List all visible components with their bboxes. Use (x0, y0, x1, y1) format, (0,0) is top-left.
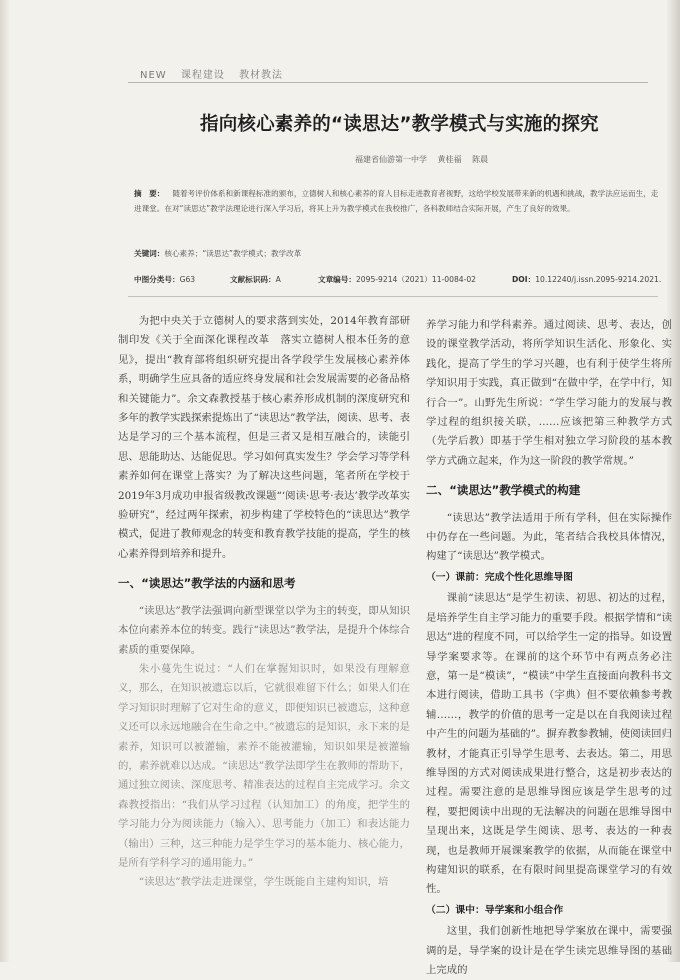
running-head-subsection: 教材教法 (239, 70, 284, 81)
running-head (140, 66, 293, 81)
author-line (355, 154, 496, 165)
abstract-text: 随着考评价体系和新课程标准的颁布，立德树人和核心素养的育人目标走进教育者视野，这给学校发展带来新的机遇和挑战，教学法应运而生，走进课堂。在对“读思达”教学法理论进行深入学习后，将其上升为教学模式在我校推广，各科教师结合实际开展，产生了良好的效果。 (134, 189, 659, 213)
meta-doc-code: 文献标识码：A (230, 275, 281, 284)
abstract-label: 摘 要： (134, 189, 165, 198)
keywords (134, 248, 301, 259)
meta-article-no: 文章编号：2095-9214（2021）11-0084-02 (318, 275, 477, 284)
section-heading-1: 一、“读思达”教学法的内涵和思考 (118, 576, 296, 591)
running-head-code: NEW (140, 70, 167, 81)
subsection-heading-1: （一）课前：完成个性化思维导图 (426, 571, 573, 583)
keywords-label: 关键词： (134, 249, 165, 258)
running-head-section: 课程建设 (180, 70, 225, 81)
scan-edge-left (0, 0, 10, 962)
paragraph: 这里，我们创新性地把导学案放在课中，需要强调的是，导学案的设计是在学生读完思维导图的基础上完成的 (426, 925, 672, 976)
meta-clc: 中图分类号：G63 (134, 275, 196, 284)
author-affiliation: 福建省仙游第一中学 (355, 155, 427, 164)
author-2: 陈晨 (472, 155, 489, 164)
paragraph: 朱小蔓先生说过：“人们在掌握知识时，如果没有理解意义，那么，在知识被遗忘以后，它就很难留下什么；如果人们在学习知识时理解了它对生命的意义，即便知识已被遗忘，这种意义还可以永远地融合在生命之中。”被遗忘的是知识，永下来的是素养，知识可以被灌输，素养不能被灌输，知识如果是被灌输的，素养就难以达成。“读思达”教学法即学生在教师的帮助下，通过独立阅读、深度思考、精准表达的过程自主完成学习。余文森教授指出：“我们从学习过程（认知加工）的角度，把学生的学习能力分为阅读能力（输入）、思考能力（加工）和表达能力（输出）三种，这三种能力是学生学习的基本能力、核心能力，是所有学科学习的通用能力。” (118, 662, 410, 869)
paragraph: 为把中央关于立德树人的要求落到实处，2014年教育部研制印发《关于全面深化课程改革 落实立德树人根本任务的意见》，提出“教育部将组织研究提出各学段学生发展核心素养体系，明确学生应具备的适应终身发展和社会发展需要的必备品格和关键能力”。余文森教授基于核心素养形成机制的深度研究和多年的教学实践探索提炼出了“读思达”教学法，阅读、思考、表达是学习的三个基本流程，但是三者又是相互融合的，读能引思、思能助达、达能促思。学习如何真实发生？学会学习等学科素养如何在课堂上落实？为了解决这些问题，笔者所在学校于2019年3月成功申报省级教改课题“‘阅读·思考·表达’教学改革实验研究”，经过两年探索，初步构建了学校特色的“读思达”教学模式，促进了教师观念的转变和教育教学技能的提高，学生的核心素养得到培养和提升。 (118, 315, 410, 560)
keywords-text: 核心素养；“读思达”教学模式；教学改革 (164, 249, 302, 258)
paragraph: 养学习能力和学科素养。通过阅读、思考、表达，创设的课堂教学活动，将所学知识生活化、形象化、实践化，提高了学生的学习兴趣，也有利于使学生将所学知识用于实践，真正做到“在做中学，在学中行，知行合一”。山野先生所说：“学生学习能力的发展与教学过程的组织接关联，……应该把第三种教学方式（先学后教）即基于学生相对独立学习阶段的基本教学方式确立起来，作为这一阶段的教学常规。” (426, 319, 672, 467)
left-column (118, 312, 410, 893)
meta-divider (128, 296, 658, 297)
author-1: 黄桂福 (437, 155, 462, 164)
paragraph: “读思达”教学法走进课堂，学生既能自主建构知识，培 (138, 876, 389, 889)
paragraph: “读思达”教学法适用于所有学科，但在实际操作中仍存在一些问题。为此，笔者结合我校具体情况，构建了“读思达”教学模式。 (426, 511, 672, 563)
abstract (134, 186, 659, 216)
right-column (426, 316, 672, 980)
paragraph: 课前“读思达”是学生初读、初思、初达的过程，是培养学生自主学习能力的重要手段。根据学情和“读思达”进的程度不同，可以给学生一定的指导。如设置导学案要求等。在课前的这个环节中有两点务必注意，第一是“模读”，“模读”中学生直接面向教科书文本进行阅读，借助工具书（字典）但不要依赖参考教辅……，教学的价值的思考一定是以在自我阅读过程中产生的问题为基础的”。摒弃教参教辅，使阅读回归教材，才能真正引导学生思考、去表达。第二，用思维导图的方式对阅读成果进行整合，这是初步表达的过程。需要注意的是思维导图应该是学生思考的过程，要把阅读中出现的无法解决的问题在思维导图中呈现出来，这既是学生阅读、思考、表达的一种表现，也是教师开展课案教学的依据，从而能在课堂中构建知识的联系，在有限时间里提高课堂学习的有效性。 (426, 592, 672, 896)
subsection-heading-2: （二）课中：导学案和小组合作 (426, 904, 564, 916)
article-title: 指向核心素养的“读思达”教学模式与实施的探究 (200, 114, 599, 135)
header-divider (128, 82, 648, 83)
meta-doi: DOI：10.12240/j.issn.2095-9214.2021. (512, 275, 662, 284)
section-heading-2: 二、“读思达”教学模式的构建 (426, 483, 581, 498)
paragraph: “读思达”教学法强调向新型课堂以学为主的转变，即从知识本位向素养本位的转变。践行“读思达”教学法，是提升个体综合素质的重要保障。 (118, 604, 410, 656)
